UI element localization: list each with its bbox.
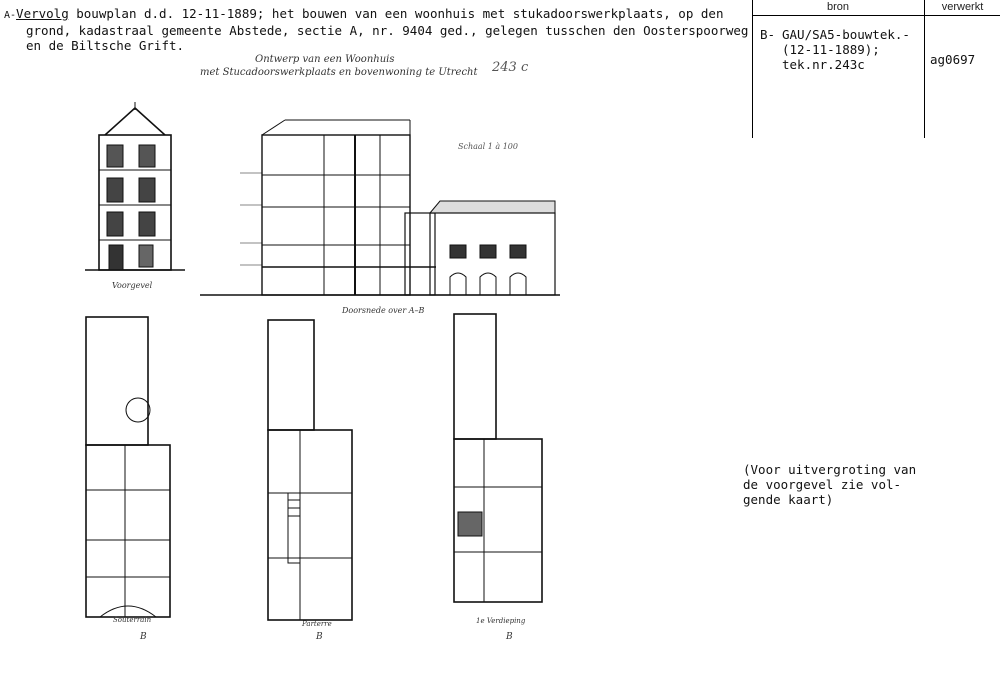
plan-label-parterre: Parterre [302, 620, 332, 628]
description-line-1 [4, 6, 749, 23]
table-header-rule [752, 15, 1000, 16]
plan-letter-2: B [316, 632, 323, 642]
facade-drawing [85, 100, 185, 275]
plan-letter-3: B [506, 632, 513, 642]
description-line1-rest: bouwplan d.d. 12-11-1889; het bouwen van een woonhuis met stukadoorswerkplaats, op den [68, 6, 724, 21]
floor-plan-parterre [262, 318, 357, 633]
table-mid-border [924, 0, 925, 138]
verwerkt-value: ag0697 [930, 52, 976, 67]
section-drawing [200, 115, 560, 300]
description-block [4, 6, 749, 53]
drawing-title-1: Ontwerp van een Woonhuis [255, 54, 395, 65]
note-line-1: (Voor uitvergroting van [743, 462, 917, 477]
description-line-3: en de Biltsche Grift. [26, 38, 185, 53]
note-line-2: de voorgevel zie vol- [743, 477, 902, 492]
header-verwerkt: verwerkt [941, 1, 984, 13]
enlargement-note [743, 462, 916, 507]
header-bron: bron [826, 1, 850, 13]
scale-note: Schaal 1 à 100 [458, 142, 518, 151]
description-line-2: grond, kadastraal gemeente Abstede, sectie A, nr. 9404 ged., gelegen tusschen den Oosterspoorweg [26, 23, 749, 38]
floor-plan-verdieping [448, 312, 548, 612]
drawing-title-2: met Stucadoorswerkplaats en bovenwoning te Utrecht [200, 67, 478, 78]
plan-label-verdieping: 1e Verdieping [476, 617, 526, 625]
floor-plan-souterrain [80, 315, 175, 635]
note-line-3: gende kaart) [743, 492, 834, 507]
plan-label-souterrain: Souterrain [113, 616, 152, 624]
section-label: Doorsnede over A–B [342, 306, 425, 315]
item-marker: A- [4, 10, 17, 21]
plan-letter-1: B [140, 632, 147, 642]
facade-label: Voorgevel [112, 281, 153, 290]
bron-prefix: B- [760, 27, 776, 42]
source-table [752, 0, 1000, 140]
bron-line-1: GAU/SA5-bouwtek.- [782, 27, 910, 42]
bron-line-3: tek.nr.243c [782, 57, 865, 72]
description-lead: Vervolg [16, 6, 69, 21]
drawing-number: 243 c [492, 60, 529, 75]
table-left-border [752, 0, 753, 138]
bron-line-2: (12-11-1889); [782, 42, 880, 57]
